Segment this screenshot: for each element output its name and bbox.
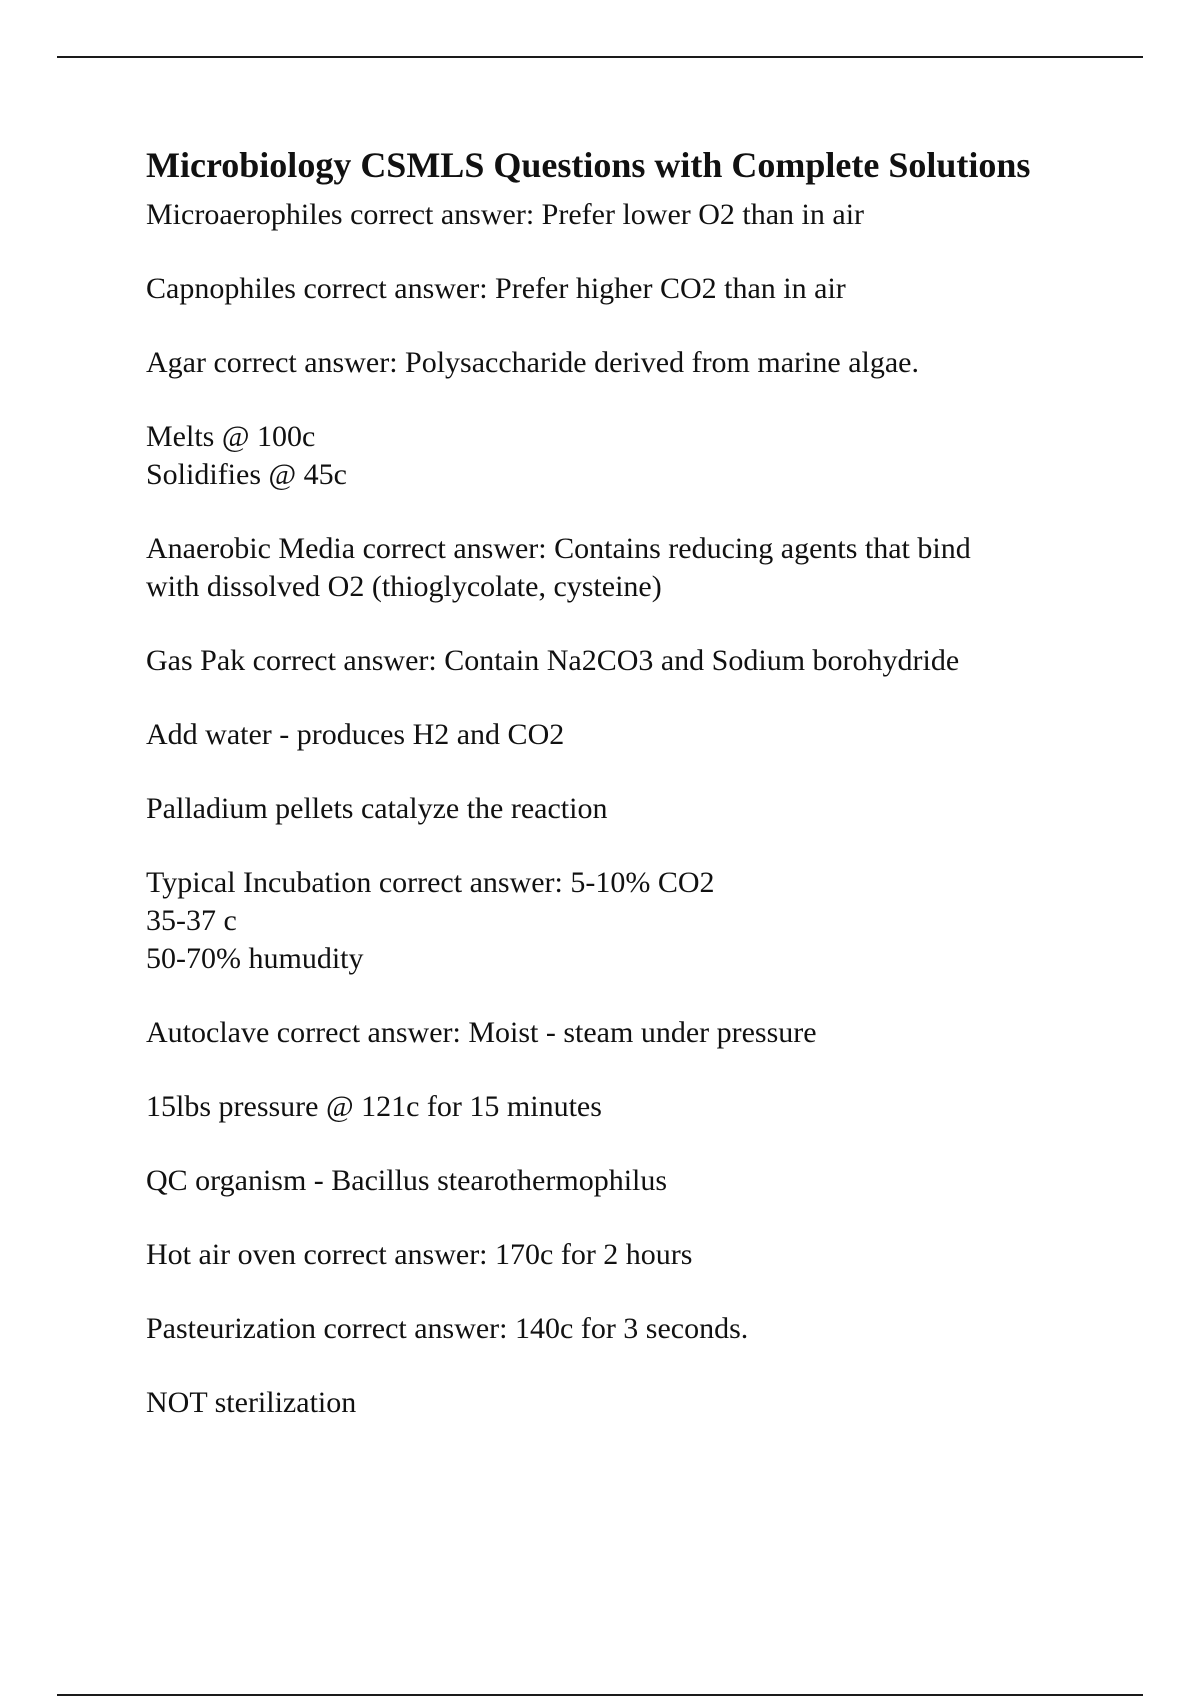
text-line: 35-37 c (146, 904, 237, 937)
qa-paragraph (146, 196, 1066, 234)
text-line: Typical Incubation correct answer: 5-10% CO2 (146, 866, 715, 899)
text-line: Palladium pellets catalyze the reaction (146, 792, 608, 825)
text-line: with dissolved O2 (thioglycolate, cysteine) (146, 570, 662, 603)
page-content (146, 143, 1066, 1458)
qa-paragraph (146, 716, 1066, 754)
text-line: Autoclave correct answer: Moist - steam under pressure (146, 1016, 817, 1049)
qa-paragraph (146, 864, 1066, 978)
qa-paragraph (146, 1310, 1066, 1348)
qa-paragraph (146, 344, 1066, 382)
qa-paragraph (146, 1236, 1066, 1274)
text-line: Agar correct answer: Polysaccharide derived from marine algae. (146, 346, 919, 379)
qa-entries (146, 196, 1066, 1422)
header-rule (57, 56, 1143, 58)
qa-paragraph (146, 1162, 1066, 1200)
text-line: Solidifies @ 45c (146, 458, 347, 491)
qa-paragraph (146, 642, 1066, 680)
text-line: Gas Pak correct answer: Contain Na2CO3 and Sodium borohydride (146, 644, 960, 677)
text-line: 15lbs pressure @ 121c for 15 minutes (146, 1090, 602, 1123)
text-line: Hot air oven correct answer: 170c for 2 hours (146, 1238, 693, 1271)
qa-paragraph (146, 270, 1066, 308)
text-line: Anaerobic Media correct answer: Contains reducing agents that bind (146, 532, 971, 565)
qa-paragraph (146, 530, 1066, 606)
text-line: 50-70% humudity (146, 942, 364, 975)
text-line: Microaerophiles correct answer: Prefer lower O2 than in air (146, 198, 865, 231)
qa-paragraph (146, 790, 1066, 828)
document-title: Microbiology CSMLS Questions with Complete Solutions (146, 145, 1031, 185)
qa-paragraph (146, 1088, 1066, 1126)
qa-paragraph (146, 1384, 1066, 1422)
qa-paragraph (146, 418, 1066, 494)
text-line: QC organism - Bacillus stearothermophilus (146, 1164, 668, 1197)
text-line: NOT sterilization (146, 1386, 357, 1419)
footer-rule (57, 1694, 1143, 1696)
text-line: Melts @ 100c (146, 420, 316, 453)
text-line: Capnophiles correct answer: Prefer higher CO2 than in air (146, 272, 846, 305)
text-line: Pasteurization correct answer: 140c for 3 seconds. (146, 1312, 749, 1345)
text-line: Add water - produces H2 and CO2 (146, 718, 565, 751)
qa-paragraph (146, 1014, 1066, 1052)
